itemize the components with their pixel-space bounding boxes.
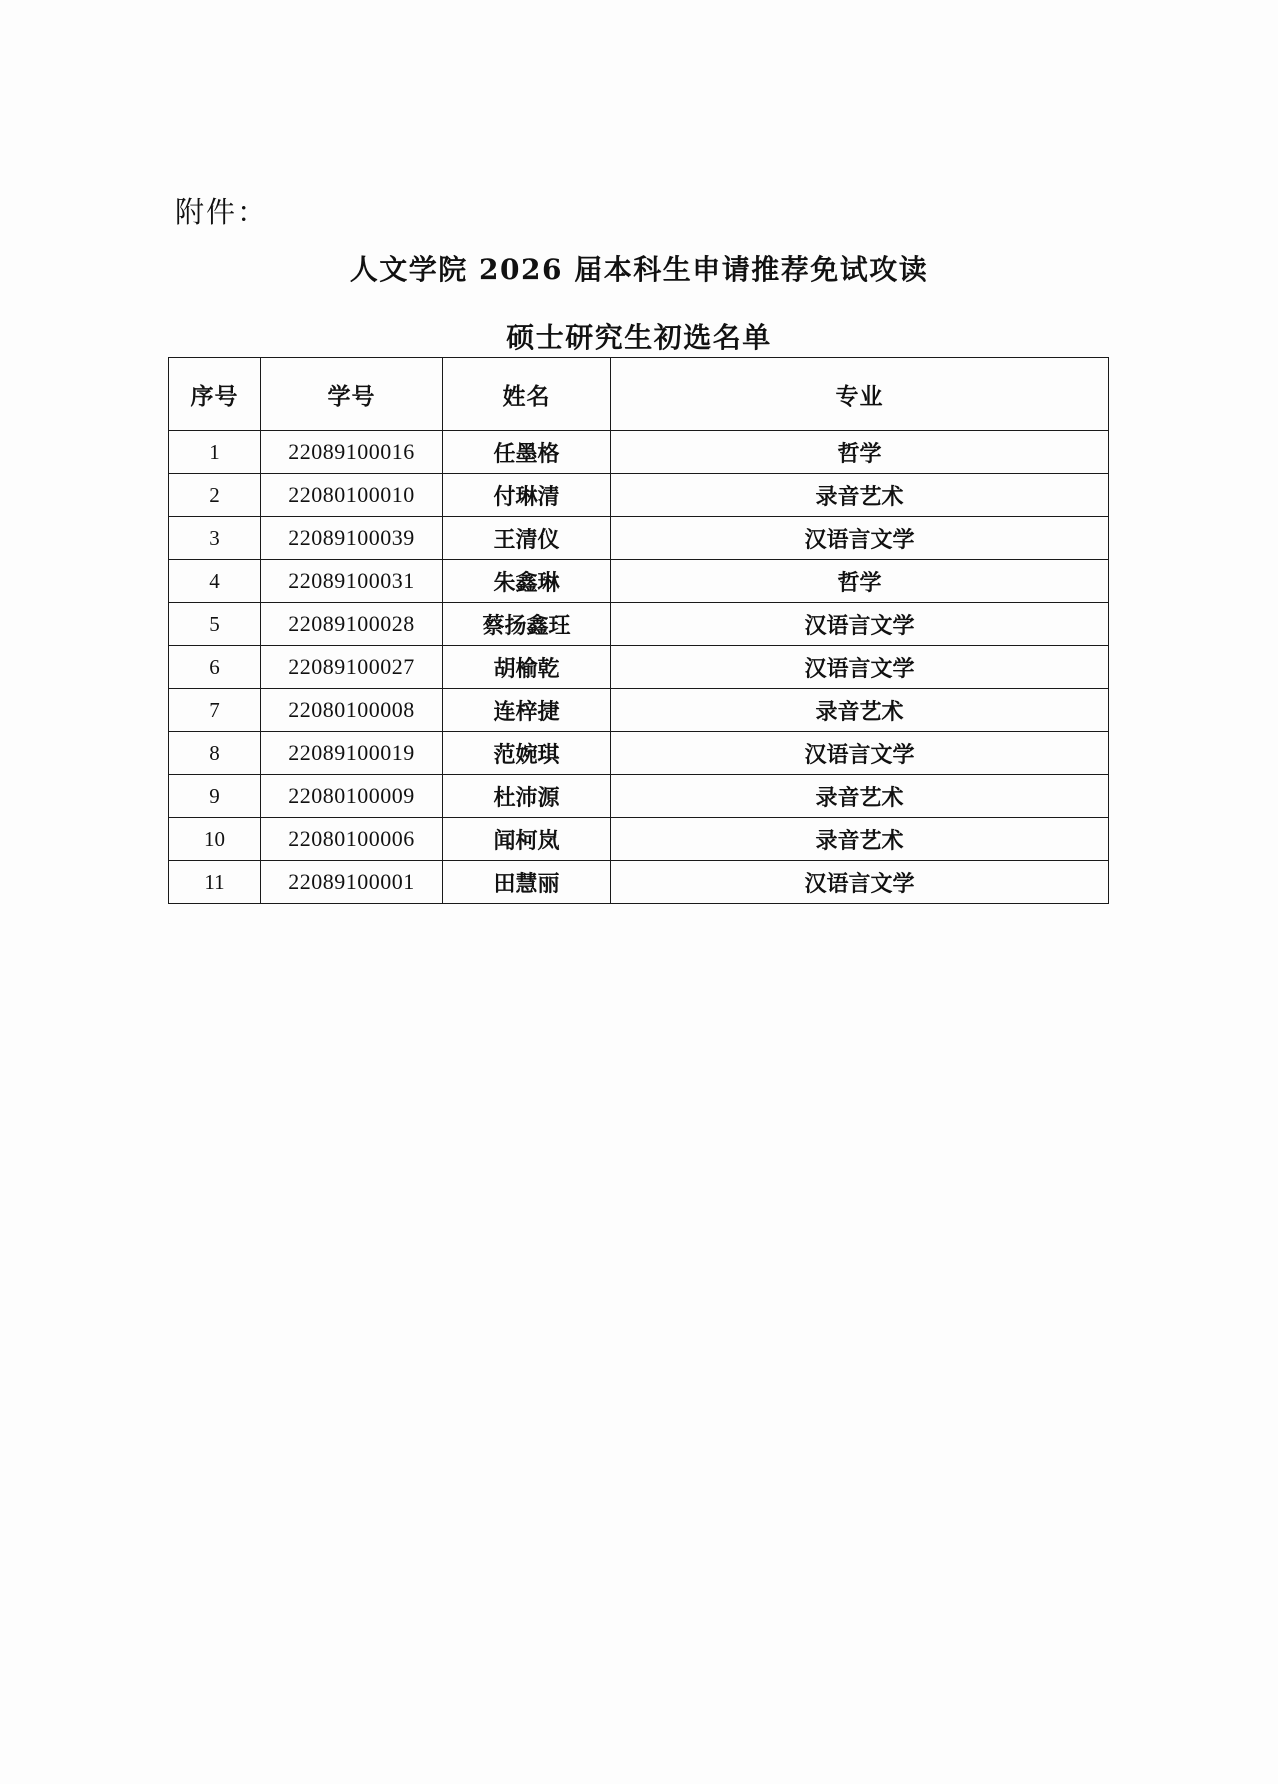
namelist-table — [168, 357, 1109, 904]
table-row — [169, 732, 1109, 775]
cell-index: 7 — [169, 689, 261, 732]
cell-student-id: 22089100016 — [261, 431, 443, 474]
table-body — [169, 431, 1109, 904]
cell-major: 汉语言文学 — [611, 517, 1109, 560]
table-row — [169, 431, 1109, 474]
cell-student-id: 22080100006 — [261, 818, 443, 861]
cell-name: 胡榆乾 — [443, 646, 611, 689]
cell-name: 付琳清 — [443, 474, 611, 517]
table-row — [169, 517, 1109, 560]
cell-name: 王清仪 — [443, 517, 611, 560]
table-row — [169, 818, 1109, 861]
table-row — [169, 646, 1109, 689]
cell-index: 3 — [169, 517, 261, 560]
table-row — [169, 861, 1109, 904]
cell-student-id: 22089100031 — [261, 560, 443, 603]
cell-index: 4 — [169, 560, 261, 603]
cell-student-id: 22080100009 — [261, 775, 443, 818]
cell-index: 8 — [169, 732, 261, 775]
cell-index: 10 — [169, 818, 261, 861]
cell-index: 2 — [169, 474, 261, 517]
table-row — [169, 603, 1109, 646]
cell-student-id: 22089100019 — [261, 732, 443, 775]
cell-name: 蔡扬鑫玨 — [443, 603, 611, 646]
cell-index: 6 — [169, 646, 261, 689]
cell-index: 1 — [169, 431, 261, 474]
cell-major: 汉语言文学 — [611, 603, 1109, 646]
table-header-row — [169, 358, 1109, 431]
cell-student-id: 22080100008 — [261, 689, 443, 732]
cell-index: 9 — [169, 775, 261, 818]
cell-name: 任墨格 — [443, 431, 611, 474]
column-header-index: 序号 — [169, 358, 261, 431]
cell-major: 汉语言文学 — [611, 732, 1109, 775]
cell-name: 连梓捷 — [443, 689, 611, 732]
title-line-2: 硕士研究生初选名单 — [506, 321, 772, 354]
title-line-1: 人文学院 2026 届本科生申请推荐免试攻读 — [349, 253, 929, 286]
cell-name: 闻柯岚 — [443, 818, 611, 861]
cell-student-id: 22089100027 — [261, 646, 443, 689]
cell-student-id: 22089100039 — [261, 517, 443, 560]
page-title — [0, 248, 1278, 356]
cell-index: 11 — [169, 861, 261, 904]
cell-major: 录音艺术 — [611, 689, 1109, 732]
cell-name: 田慧丽 — [443, 861, 611, 904]
column-header-student-id: 学号 — [261, 358, 443, 431]
cell-major: 录音艺术 — [611, 818, 1109, 861]
table-row — [169, 560, 1109, 603]
cell-major: 汉语言文学 — [611, 861, 1109, 904]
cell-name: 杜沛源 — [443, 775, 611, 818]
cell-student-id: 22080100010 — [261, 474, 443, 517]
cell-major: 哲学 — [611, 560, 1109, 603]
table-row — [169, 474, 1109, 517]
cell-name: 范婉琪 — [443, 732, 611, 775]
cell-index: 5 — [169, 603, 261, 646]
cell-major: 汉语言文学 — [611, 646, 1109, 689]
cell-student-id: 22089100028 — [261, 603, 443, 646]
cell-major: 哲学 — [611, 431, 1109, 474]
cell-major: 录音艺术 — [611, 775, 1109, 818]
attachment-label: 附件： — [175, 195, 269, 229]
cell-major: 录音艺术 — [611, 474, 1109, 517]
namelist-table-wrapper — [168, 357, 1108, 904]
table-row — [169, 775, 1109, 818]
cell-student-id: 22089100001 — [261, 861, 443, 904]
table-row — [169, 689, 1109, 732]
cell-name: 朱鑫琳 — [443, 560, 611, 603]
column-header-major: 专业 — [611, 358, 1109, 431]
column-header-name: 姓名 — [443, 358, 611, 431]
